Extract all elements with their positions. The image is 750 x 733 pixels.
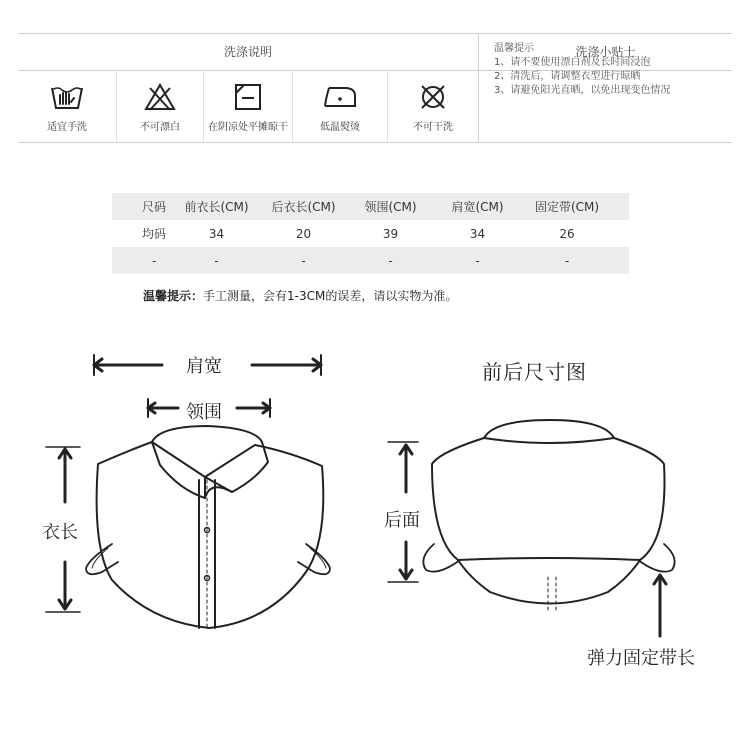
table-header-row bbox=[112, 193, 629, 220]
note-text: 手工测量，会有1-3CM的误差，请以实物为准。 bbox=[203, 289, 458, 303]
size-chart-title: 前后尺寸图 bbox=[482, 360, 587, 384]
care-label: 不可干洗 bbox=[413, 122, 453, 133]
care-tips bbox=[494, 42, 670, 98]
table-cell: - bbox=[388, 253, 393, 268]
col-header: 领围(CM) bbox=[364, 200, 417, 214]
tip-item: 2、清洗后，请调整衣型进行晾晒 bbox=[494, 71, 641, 82]
care-label: 适宜手洗 bbox=[47, 122, 87, 133]
col-header: 肩宽(CM) bbox=[451, 200, 504, 214]
collar-label: 领围 bbox=[186, 402, 222, 423]
table-cell: 39 bbox=[382, 226, 399, 241]
table-cell: 20 bbox=[295, 226, 312, 241]
col-header: 尺码 bbox=[142, 200, 167, 214]
back-collar-shape bbox=[423, 420, 674, 612]
no-bleach-icon bbox=[143, 82, 177, 112]
table-cell: 26 bbox=[559, 226, 575, 241]
table-cell: - bbox=[152, 253, 157, 268]
collar-diagram bbox=[0, 330, 750, 730]
tip-item: 1、请不要使用漂白剂及长时间浸泡 bbox=[494, 57, 651, 68]
care-label: 低温熨烫 bbox=[320, 122, 360, 133]
panel-divider bbox=[478, 34, 479, 142]
note-prefix: 温馨提示： bbox=[143, 289, 204, 303]
table-cell: 34 bbox=[208, 226, 225, 241]
table-cell: - bbox=[301, 253, 306, 268]
care-item-dry-flat bbox=[204, 70, 292, 142]
size-table bbox=[112, 193, 629, 274]
strap-label: 弹力固定带长 bbox=[587, 648, 695, 669]
tip-item: 3、请避免阳光直晒，以免出现变色情况 bbox=[494, 85, 671, 96]
table-cell: 均码 bbox=[142, 227, 167, 241]
care-item-hand-wash bbox=[18, 70, 116, 142]
length-label: 衣长 bbox=[42, 522, 78, 543]
back-label: 后面 bbox=[384, 510, 420, 531]
care-header: 洗涤说明 bbox=[18, 34, 478, 71]
care-item-no-dry-clean bbox=[388, 70, 478, 142]
front-collar-shape bbox=[86, 426, 330, 628]
table-cell: - bbox=[475, 253, 480, 268]
strap-arrow bbox=[654, 575, 666, 636]
care-item-no-bleach bbox=[117, 70, 203, 142]
hand-wash-icon bbox=[50, 82, 84, 112]
table-cell: - bbox=[564, 253, 570, 268]
tips-title: 温馨提示 bbox=[494, 43, 534, 54]
care-label: 在阴凉处平摊晾干 bbox=[208, 122, 288, 133]
table-row bbox=[112, 220, 629, 247]
no-dry-clean-icon bbox=[418, 82, 448, 112]
table-cell: - bbox=[214, 253, 219, 268]
shoulder-width-label: 肩宽 bbox=[186, 356, 222, 377]
col-header: 前衣长(CM) bbox=[184, 200, 249, 214]
table-row bbox=[112, 247, 629, 274]
col-header: 后衣长(CM) bbox=[271, 200, 336, 214]
care-label: 不可漂白 bbox=[140, 122, 180, 133]
tips-header: 洗涤小贴士 bbox=[479, 34, 732, 71]
measure-note bbox=[143, 287, 457, 304]
table-cell: 34 bbox=[469, 226, 486, 241]
low-iron-icon bbox=[321, 82, 359, 112]
dry-flat-shade-icon bbox=[233, 82, 263, 112]
care-item-low-iron bbox=[293, 70, 387, 142]
col-header: 固定带(CM) bbox=[534, 200, 600, 214]
